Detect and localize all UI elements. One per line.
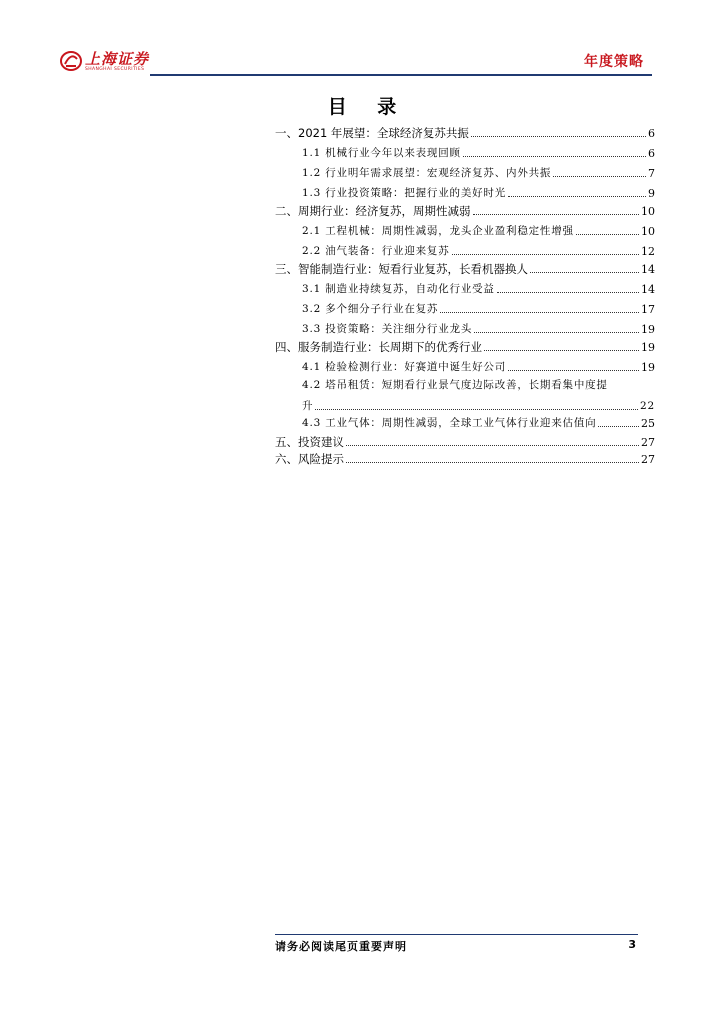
toc-entry-4-1[interactable]: [275, 360, 655, 375]
company-logo: [60, 50, 149, 72]
toc-entry-4-2[interactable]: [275, 378, 655, 414]
shanghai-securities-logo-icon: [60, 50, 82, 72]
toc-page-number: 22: [640, 400, 655, 412]
footer-page-number: 3: [628, 938, 636, 951]
logo-english-name: SHANGHAI SECURITIES: [85, 66, 145, 72]
logo-chinese-name: 上海证券: [85, 49, 150, 68]
toc-entry-text: 一、2021 年展望：全球经济复苏共振: [275, 126, 469, 140]
leader-dots: [473, 214, 640, 215]
toc-entry-1-1[interactable]: [275, 146, 655, 161]
toc-page-number: 27: [641, 436, 655, 449]
toc-page-number: 27: [641, 453, 655, 466]
leader-dots: [553, 176, 646, 177]
leader-dots: [497, 292, 639, 293]
toc-entry-text: 4.2 塔吊租赁：短期看行业景气度边际改善，长期看集中度提: [302, 379, 608, 391]
toc-entry-text: 三、智能制造行业：短看行业复苏，长看机器换人: [275, 262, 528, 276]
toc-entry-1-2[interactable]: [275, 166, 655, 181]
toc-page-number: 14: [641, 283, 655, 296]
toc-page-number: 19: [641, 361, 655, 374]
toc-page-number: 10: [641, 205, 655, 218]
toc-page-number: 7: [648, 167, 655, 180]
toc-page-number: 6: [648, 127, 655, 140]
leader-dots: [452, 254, 639, 255]
footer-divider: [275, 934, 638, 935]
toc-entry-5[interactable]: [275, 435, 655, 450]
toc-page-number: 25: [641, 417, 655, 430]
toc-page-number: 14: [641, 263, 655, 276]
toc-entry-text: 3.2 多个细分子行业在复苏: [302, 303, 439, 315]
toc-entry-3-1[interactable]: [275, 282, 655, 297]
toc-entry-text: 五、投资建议: [275, 435, 344, 449]
page-header: [0, 0, 724, 80]
leader-dots: [474, 332, 639, 333]
toc-entry-2[interactable]: [275, 204, 655, 219]
toc-page-number: 12: [641, 245, 655, 258]
leader-dots: [346, 445, 639, 446]
toc-entry-text: 4.1 检验检测行业：好赛道中诞生好公司: [302, 361, 507, 373]
toc-page-number: 19: [641, 323, 655, 336]
toc-entry-text: 二、周期行业：经济复苏，周期性减弱: [275, 204, 471, 218]
toc-page-number: 19: [641, 341, 655, 354]
toc-page-number: 17: [641, 303, 655, 316]
toc-entry-4[interactable]: [275, 340, 655, 355]
toc-entry-text: 1.1 机械行业今年以来表现回顾: [302, 147, 461, 159]
leader-dots: [508, 370, 639, 371]
toc-entry-3-2[interactable]: [275, 302, 655, 317]
leader-dots: [576, 234, 639, 235]
toc-entry-4-3[interactable]: [275, 416, 655, 431]
toc-entry-text-continued: 升: [302, 400, 314, 412]
leader-dots: [346, 462, 639, 463]
toc-entry-text: 四、服务制造行业：长周期下的优秀行业: [275, 340, 482, 354]
toc-entry-text: 六、风险提示: [275, 452, 344, 466]
footer-disclaimer: 请务必阅读尾页重要声明: [275, 940, 407, 953]
document-type-label: 年度策略: [584, 54, 644, 70]
toc-title: 目 录: [327, 96, 409, 118]
toc-page-number: 9: [648, 187, 655, 200]
toc-entry-1[interactable]: [275, 126, 655, 141]
toc-entry-text: 2.2 油气装备：行业迎来复苏: [302, 245, 450, 257]
toc-entry-2-1[interactable]: [275, 224, 655, 239]
leader-dots: [508, 196, 646, 197]
toc-entry-text: 2.1 工程机械：周期性减弱，龙头企业盈利稳定性增强: [302, 225, 574, 237]
toc-entry-2-2[interactable]: [275, 244, 655, 259]
toc-page-number: 10: [641, 225, 655, 238]
toc-entry-text: 3.1 制造业持续复苏，自动化行业受益: [302, 283, 495, 295]
header-divider: [150, 74, 652, 76]
toc-entry-3[interactable]: [275, 262, 655, 277]
leader-dots: [598, 426, 639, 427]
leader-dots: [484, 350, 639, 351]
leader-dots: [471, 136, 646, 137]
leader-dots: [463, 156, 646, 157]
leader-dots: [315, 409, 638, 410]
toc-page-number: 6: [648, 147, 655, 160]
leader-dots: [440, 312, 639, 313]
toc-entry-text: 4.3 工业气体：周期性减弱，全球工业气体行业迎来估值向: [302, 417, 597, 429]
leader-dots: [530, 272, 639, 273]
toc-entry-text: 1.3 行业投资策略：把握行业的美好时光: [302, 187, 507, 199]
toc-entry-text: 1.2 行业明年需求展望：宏观经济复苏、内外共振: [302, 167, 552, 179]
toc-entry-3-3[interactable]: [275, 322, 655, 337]
toc-entry-6[interactable]: [275, 452, 655, 467]
toc-entry-1-3[interactable]: [275, 186, 655, 201]
toc-entry-text: 3.3 投资策略：关注细分行业龙头: [302, 323, 473, 335]
